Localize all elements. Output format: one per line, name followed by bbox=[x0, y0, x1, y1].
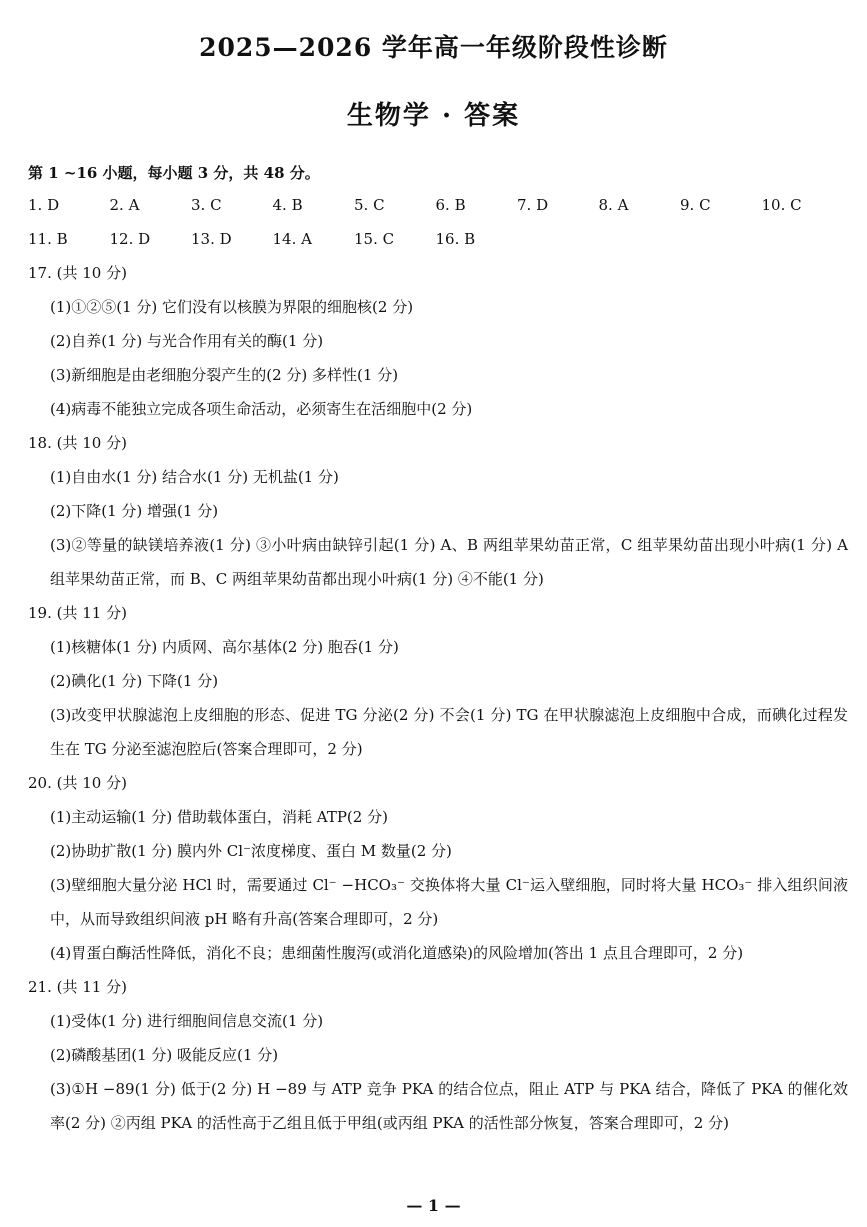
answer-line: (2)下降(1 分) 增强(1 分) bbox=[50, 502, 219, 520]
answer-line: (4)病毒不能独立完成各项生命活动，必须寄生在活细胞中(2 分) bbox=[50, 400, 473, 418]
mc-answer: 8. A bbox=[598, 196, 629, 214]
mc-answer: 9. C bbox=[680, 196, 711, 214]
answer-line: (2)协助扩散(1 分) 膜内外 Cl⁻浓度梯度、蛋白 M 数量(2 分) bbox=[50, 842, 452, 860]
answer-line: (3)改变甲状腺滤泡上皮细胞的形态、促进 TG 分泌(2 分) 不会(1 分) TG 在甲状腺滤泡上皮细胞中合成，而碘化过程发生在 TG 分泌至滤泡腔后(答案合理即可，2 分) bbox=[50, 706, 848, 758]
mc-answer: 5. C bbox=[354, 196, 385, 214]
mc-answer: 12. D bbox=[109, 230, 151, 248]
mc-answer: 14. A bbox=[272, 230, 312, 248]
mc-answer-row-2 bbox=[28, 222, 848, 256]
answer-line: (2)自养(1 分) 与光合作用有关的酶(1 分) bbox=[50, 332, 324, 350]
answer-line: (1)受体(1 分) 进行细胞间信息交流(1 分) bbox=[50, 1012, 324, 1030]
answer-line: (3)新细胞是由老细胞分裂产生的(2 分) 多样性(1 分) bbox=[50, 366, 399, 384]
question-19-heading: 19. (共 11 分) bbox=[28, 604, 127, 622]
question-18-heading: 18. (共 10 分) bbox=[28, 434, 127, 452]
mc-answer: 10. C bbox=[761, 196, 802, 214]
page-title: 2025—2026 学年高一年级阶段性诊断 bbox=[199, 33, 668, 62]
answer-line: (1)主动运输(1 分) 借助载体蛋白，消耗 ATP(2 分) bbox=[50, 808, 388, 826]
mc-answer: 7. D bbox=[517, 196, 549, 214]
question-20-heading: 20. (共 10 分) bbox=[28, 774, 127, 792]
mc-answer: 11. B bbox=[28, 230, 68, 248]
question-17-heading: 17. (共 10 分) bbox=[28, 264, 127, 282]
answer-line: (3)②等量的缺镁培养液(1 分) ③小叶病由缺锌引起(1 分) A、B 两组苹果幼苗正常，C 组苹果幼苗出现小叶病(1 分) A 组苹果幼苗正常，而 B、C 两组苹果幼苗都出现小叶病(1 分) ④不能(1 分) bbox=[50, 536, 848, 588]
mc-answer: 6. B bbox=[435, 196, 466, 214]
answer-line: (2)磷酸基团(1 分) 吸能反应(1 分) bbox=[50, 1046, 279, 1064]
mc-answer-row-1 bbox=[28, 188, 848, 222]
mc-answer: 3. C bbox=[191, 196, 222, 214]
page-subtitle: 生物学 · 答案 bbox=[346, 101, 521, 131]
answer-line: (1)自由水(1 分) 结合水(1 分) 无机盐(1 分) bbox=[50, 468, 339, 486]
mc-answer: 4. B bbox=[272, 196, 303, 214]
answer-line: (2)碘化(1 分) 下降(1 分) bbox=[50, 672, 219, 690]
page-number: — 1 — bbox=[406, 1196, 461, 1215]
mc-answer: 2. A bbox=[109, 196, 140, 214]
answer-line: (1)①②⑤(1 分) 它们没有以核膜为界限的细胞核(2 分) bbox=[50, 298, 414, 316]
answer-line: (3)①H −89(1 分) 低于(2 分) H −89 与 ATP 竞争 PKA 的结合位点，阻止 ATP 与 PKA 结合，降低了 PKA 的催化效率(2 分) ②丙组 PKA 的活性高于乙组且低于甲组(或丙组 PKA 的活性部分恢复，答案合理即可，2 分) bbox=[50, 1080, 848, 1132]
mc-answer: 13. D bbox=[191, 230, 232, 248]
answer-line: (4)胃蛋白酶活性降低，消化不良；患细菌性腹泻(或消化道感染)的风险增加(答出 1 点且合理即可，2 分) bbox=[50, 944, 744, 962]
question-21-heading: 21. (共 11 分) bbox=[28, 978, 127, 996]
answer-content bbox=[28, 158, 848, 1140]
mc-answer: 16. B bbox=[435, 230, 476, 248]
mc-intro: 第 1 ~16 小题，每小题 3 分，共 48 分。 bbox=[28, 164, 320, 182]
mc-answer: 1. D bbox=[28, 196, 60, 214]
answer-line: (1)核糖体(1 分) 内质网、高尔基体(2 分) 胞吞(1 分) bbox=[50, 638, 399, 656]
mc-answer: 15. C bbox=[354, 230, 395, 248]
answer-line: (3)壁细胞大量分泌 HCl 时，需要通过 Cl⁻ −HCO₃⁻ 交换体将大量 Cl⁻运入壁细胞，同时将大量 HCO₃⁻ 排入组织间液中，从而导致组织间液 pH 略有升高(答案合理即可，2 分) bbox=[50, 876, 848, 928]
